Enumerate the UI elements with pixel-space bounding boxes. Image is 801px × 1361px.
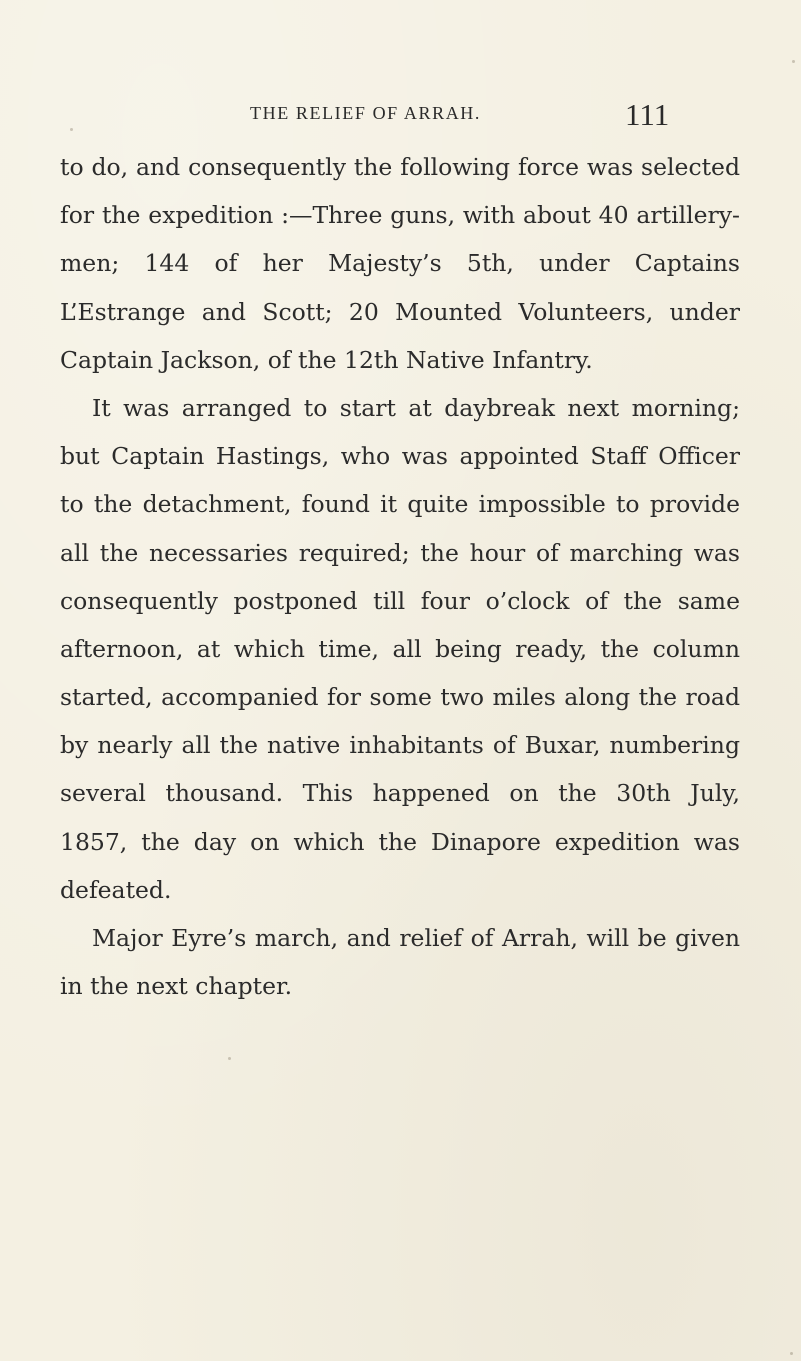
text-line: in the next chapter. (60, 972, 293, 1001)
text-line: It was arranged to start at daybreak next morning; (92, 393, 740, 422)
text-line: by nearly all the native inhabitants of Buxar, numbering (60, 731, 740, 760)
paragraph-3 (60, 914, 740, 1010)
text-line: to do, and consequently the following force was selected (60, 153, 740, 181)
text-line: defeated. (60, 875, 172, 904)
text-line: but Captain Hastings, who was appointed Staff Officer (60, 442, 740, 471)
running-head (0, 97, 801, 137)
text-line: started, accompanied for some two miles along the road (60, 683, 740, 712)
paper-speck (70, 128, 73, 131)
text-line: consequently postponed till four o’clock of the same (60, 586, 740, 615)
paper-speck (228, 1057, 231, 1060)
paper-speck (790, 1352, 793, 1355)
text-line: men; 144 of her Majesty’s 5th, under Captains (60, 249, 740, 278)
text-line: several thousand. This happened on the 30th July, (60, 779, 740, 808)
text-line: L’Estrange and Scott; 20 Mounted Volunteers, under (60, 297, 740, 326)
page-number: 111 (625, 97, 670, 132)
paper-speck (792, 60, 795, 63)
paragraph-1 (60, 143, 740, 384)
text-line: all the necessaries required; the hour of marching was (60, 538, 740, 567)
body-text (60, 143, 740, 1010)
text-line: for the expedition :—Three guns, with about 40 artillery- (60, 201, 740, 230)
text-line: afternoon, at which time, all being ready, the column (60, 634, 740, 663)
text-line: Major Eyre’s march, and relief of Arrah, will be given (92, 924, 740, 952)
text-line: to the detachment, found it quite impossible to provide (60, 490, 740, 519)
paragraph-2 (60, 384, 740, 914)
text-line: Captain Jackson, of the 12th Native Infantry. (60, 345, 593, 374)
text-line: 1857, the day on which the Dinapore expedition was (60, 827, 740, 856)
running-title: THE RELIEF OF ARRAH. (250, 103, 482, 123)
